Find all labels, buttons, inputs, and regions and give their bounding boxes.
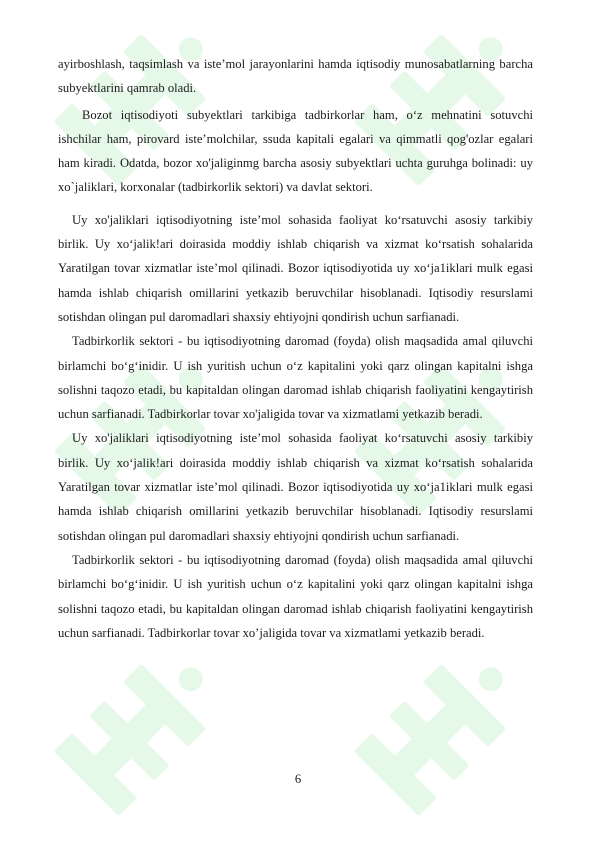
paragraph-5: Uy xo'jaliklari iqtisodiyotning iste’mol sohasida faoliyat ko‘rsatuvchi asosiy tarkibiy birlik. Uy xo‘jalik!ari doirasida moddiy ishlab chiqarish va xizmat ko‘rsatish sohalarida Yaratilgan tovar xizmatlar iste’mol qilinadi. Bozor iqtisodiyotida uy xo‘ja1iklari mulk egasi hamda ishlab chiqarish omillarini yetkazib beruvchilar hisoblanadi. Iqtisodiy resurslami sotishdan olingan pul daromadlari shaxsiy ehtiyojni qondirish uchun sarfianadi. [58, 431, 533, 543]
page-number: 6 [294, 772, 302, 786]
paragraph-3: Uy xo'jaliklari iqtisodiyotning iste’mol sohasida faoliyat ko‘rsatuvchi asosiy tarkibiy birlik. Uy xo‘jalik!ari doirasida moddiy ishlab chiqarish va xizmat ko‘rsatish sohalarida Yaratilgan tovar xizmatlar iste’mol qilinadi. Bozor iqtisodiyotida uy xo‘ja1iklari mulk egasi hamda ishlab chiqarish omillarini yetkazib beruvchilar hisoblanadi. Iqtisodiy resurslami sotishdan olingan pul daromadlari shaxsiy ehtiyojni qondirish uchun sarfianadi. [58, 212, 533, 324]
watermark-mark [54, 638, 232, 816]
watermark-mark [354, 638, 532, 816]
paragraph-1: ayirboshlash, taqsimlash va iste’mol jarayonlarini hamda iqtisodiy munosabatlarning barcha subyektlarini qamrab oladi. [58, 57, 533, 96]
paragraph-2: Bozot iqtisodiyoti subyektlari tarkibiga tadbirkorlar ham, o‘z mehnatini sotuvchi ishchilar ham, pirovard iste’molchilar, ssuda kapitali egalari va qimmatli qog'ozlar egalari ham kiradi. Odatda, bozor xo'jaliginmg barcha asosiy subyektlari uchta guruhga bolinadi: uy xo`jaliklari, korxonalar (tadbirkorlik sektori) va davlat sektori. [58, 107, 533, 195]
body-text [58, 52, 533, 645]
paragraph-6: Tadbirkorlik sektori - bu iqtisodiyotning daromad (foyda) olish maqsadida amal qiluvchi birlamchi bo‘g‘inidir. U ish yuritish uchun o‘z kapitalini yoki qarz olingan kapitalni ishga solishni taqozo etadi, bu kapitaldan olingan daromad ishlab chiqarish faoliyatini kengaytirish uchun sarfianadi. Tadbirkorlar tovar xo’jaligida tovar va xizmatlami yetkazib beradi. [58, 552, 533, 640]
paragraph-4: Tadbirkorlik sektori - bu iqtisodiyotning daromad (foyda) olish maqsadida amal qiluvchi birlamchi bo‘g‘inidir. U ish yuritish uchun o‘z kapitalini yoki qarz olingan kapitalni ishga solishni taqozo etadi, bu kapitaldan olingan daromad ishlab chiqarish faoliyatini kengaytirish uchun sarfianadi. Tadbirkorlar tovar xo'jaligida tovar va xizmatlami yetkazib beradi. [58, 334, 533, 422]
